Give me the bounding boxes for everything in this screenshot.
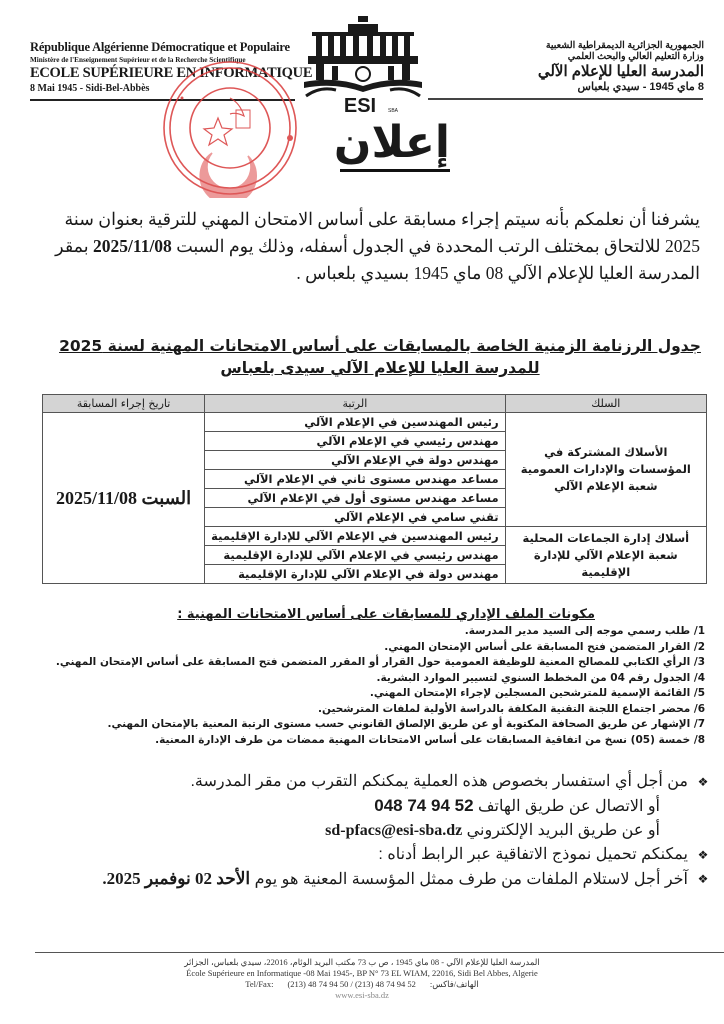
footer-address-fr: École Supérieure en Informatique -08 Mai 1945-, BP N° 73 EL WIAM, 22016, Sidi Bel Abbes, Algerie [186, 968, 538, 978]
corps-cell: أسلاك إدارة الجماعات المحلية شعبة الإعلام الآلي للإدارة الإقليمية [505, 527, 706, 584]
dossier-section [40, 606, 705, 748]
phone-number[interactable]: 048 74 94 52 [374, 796, 474, 815]
phone-label: أو الاتصال عن طريق الهاتف [473, 798, 660, 815]
republic-fr: République Algérienne Démocratique et Populaire [30, 40, 290, 54]
footer-tel-label-fr: Tel/Fax: [245, 979, 274, 989]
dossier-item: 1/ طلب رسمي موجه إلى السيد مدير المدرسة. [464, 625, 705, 637]
grade-cell: مهندس رئيسي في الإعلام الآلي [205, 432, 505, 451]
corps-cell: الأسلاك المشتركة في المؤسسات والإدارات العمومية شعبة الإعلام الآلي [505, 413, 706, 527]
exam-date-cell [43, 413, 205, 584]
exam-schedule-table [42, 394, 707, 584]
ministry-fr: Ministère de l'Enseignement Supérieur et de la Recherche Scientifique [30, 56, 246, 64]
inquiry-text: من أجل أي استفسار بخصوص هذه العملية يمكنكم التقرب من مقر المدرسة. [190, 773, 688, 790]
footer-tel-label-ar: الهاتف/فاكس: [429, 979, 479, 989]
email-line [40, 819, 710, 843]
intro-text-1: يشرفنا أن نعلمكم بأنه سيتم إجراء مسابقة على أساس الامتحان المهني للترقية بعنوان سنة 2025 للالتحاق بمختلف الرتب المحددة في الجدول أسفله، وذلك يوم السبت [64, 209, 700, 256]
grade-cell: تقني سامي في الإعلام الآلي [205, 508, 505, 527]
logo-subtext: SBA [388, 108, 399, 114]
footer-address-ar: المدرسة العليا للإعلام الآلي - 08 ماي 1945 ، ص ب 73 مكتب البريد الوئام، 22016، سيدي بلعباس، الجزائر [184, 957, 540, 967]
grade-cell: رئيس المهندسين في الإعلام الآلي للإدارة الإقليمية [205, 527, 505, 546]
header-grade: الرتبة [205, 395, 505, 413]
footer-divider [35, 952, 724, 953]
official-seal-stamp-icon [160, 58, 300, 198]
table-title-line2: للمدرسة العليا للإعلام الآلي سيدى بلعباس [220, 359, 540, 377]
table-title [40, 335, 720, 379]
table-row [43, 413, 707, 432]
school-name-ar: المدرسة العليا للإعلام الآلي [537, 63, 704, 80]
location-fr: 8 Mai 1945 - Sidi-Bel-Abbès [30, 83, 150, 94]
grade-cell: رئيس المهندسين في الإعلام الآلي [205, 413, 505, 432]
deadline-text: آخر أجل لاستلام الملفات من طرف ممثل المؤسسة المعنية هو يوم [250, 871, 688, 888]
grade-cell: مهندس دولة في الإعلام الآلي [205, 451, 505, 470]
school-name-fr: ECOLE SUPÉRIEURE EN INFORMATIQUE [30, 65, 313, 81]
header-arabic [434, 40, 704, 93]
exam-date: 2025/11/08 [56, 487, 138, 508]
phone-line [40, 794, 710, 819]
header-corps: السلك [505, 395, 706, 413]
contact-bullet-deadline [40, 867, 710, 892]
intro-paragraph [55, 206, 700, 287]
exam-day: السبت [141, 487, 192, 508]
logo-text: ESI [343, 95, 377, 117]
republic-ar: الجمهورية الجزائرية الديمقراطية الشعبية [545, 40, 704, 51]
diamond-bullet-icon: ❖ [697, 848, 709, 862]
table-title-line1: جدول الرزنامة الزمنية الخاصة بالمسابقات على أساس الامتحانات المهنية لسنة 2025 [59, 337, 701, 355]
dossier-item: 7/ الإشهار عن طريق الصحافة المكتوبة أو عن طريق الإلصاق القانوني حسب مستوى الرتبة المعنية بالإمتحان المهني. [107, 718, 705, 730]
download-text: يمكنكم تحميل نموذج الاتفاقية عبر الرابط أدناه : [378, 846, 688, 863]
deadline-day: الأحد [216, 869, 251, 888]
dossier-item: 8/ خمسة (05) نسخ من اتفاقية المسابقات على أساس الامتحانات المهنية ممضات من طرف الإدارة المعنية. [155, 733, 705, 746]
dossier-item: 5/ القائمة الإسمية للمترشحين المسجلين لإجراء الإمتحان المهني. [369, 687, 705, 699]
school-building-logo-icon [298, 12, 428, 117]
diamond-bullet-icon: ❖ [697, 872, 709, 886]
announcement-title: إعلان [340, 117, 450, 172]
email-link[interactable]: sd-pfacs@esi-sba.dz [325, 822, 463, 839]
ministry-ar: وزارة التعليم العالي والبحث العلمي [567, 51, 704, 62]
grade-cell: مهندس دولة في الإعلام الآلي للإدارة الإقليمية [205, 565, 505, 584]
dossier-item: 6/ محضر اجتماع اللجنة التقنية المكلفة بالدراسة الأولية لملفات المترشحين. [318, 702, 705, 715]
footer-tel-numbers: (213) 48 74 94 50 / (213) 48 74 94 52 [287, 979, 416, 989]
email-label: أو عن طريق البريد الإلكتروني [462, 822, 660, 839]
grade-cell: مساعد مهندس مستوى ثاني في الإعلام الآلي [205, 470, 505, 489]
intro-text-2: بمقر المدرسة العليا للإعلام الآلي 08 ماي 1945 بسيدي بلعباس . [55, 236, 700, 283]
diamond-bullet-icon: ❖ [697, 775, 709, 789]
intro-exam-date: 2025/11/08 [93, 236, 172, 256]
location-ar: 8 ماي 1945 - سيدي بلعباس [577, 81, 704, 93]
dossier-item: 4/ الجدول رقم 04 من المخطط السنوي لتسيير الموارد البشرية. [376, 671, 705, 684]
contact-bullet-download [40, 843, 710, 867]
grade-cell: مهندس رئيسي في الإعلام الآلي للإدارة الإقليمية [205, 546, 505, 565]
grade-cell: مساعد مهندس مستوى أول في الإعلام الآلي [205, 489, 505, 508]
table-header-row [43, 395, 707, 413]
header-divider-right [428, 98, 703, 100]
dossier-item: 2/ القرار المتضمن فتح المسابقة على أساس الإمتحان المهني. [384, 640, 705, 653]
header-date: تاريخ إجراء المسابقة [43, 395, 205, 413]
deadline-date: 02 نوفمبر 2025. [102, 869, 217, 888]
dossier-heading: مكونات الملف الإداري للمسابقات على أساس الامتحانات المهنية : [177, 607, 595, 622]
contact-bullet-inquiry [40, 770, 710, 794]
dossier-item: 3/ الرأي الكتابي للمصالح المعنية للوظيفة العمومية حول القرار أو المقرر المتضمن فتح المسابقة على أساس الإمتحان المهني. [55, 656, 705, 668]
footer [0, 957, 724, 1001]
footer-website[interactable]: www.esi-sba.dz [335, 990, 389, 1000]
contact-section [40, 770, 710, 892]
footer-tel [0, 979, 724, 990]
